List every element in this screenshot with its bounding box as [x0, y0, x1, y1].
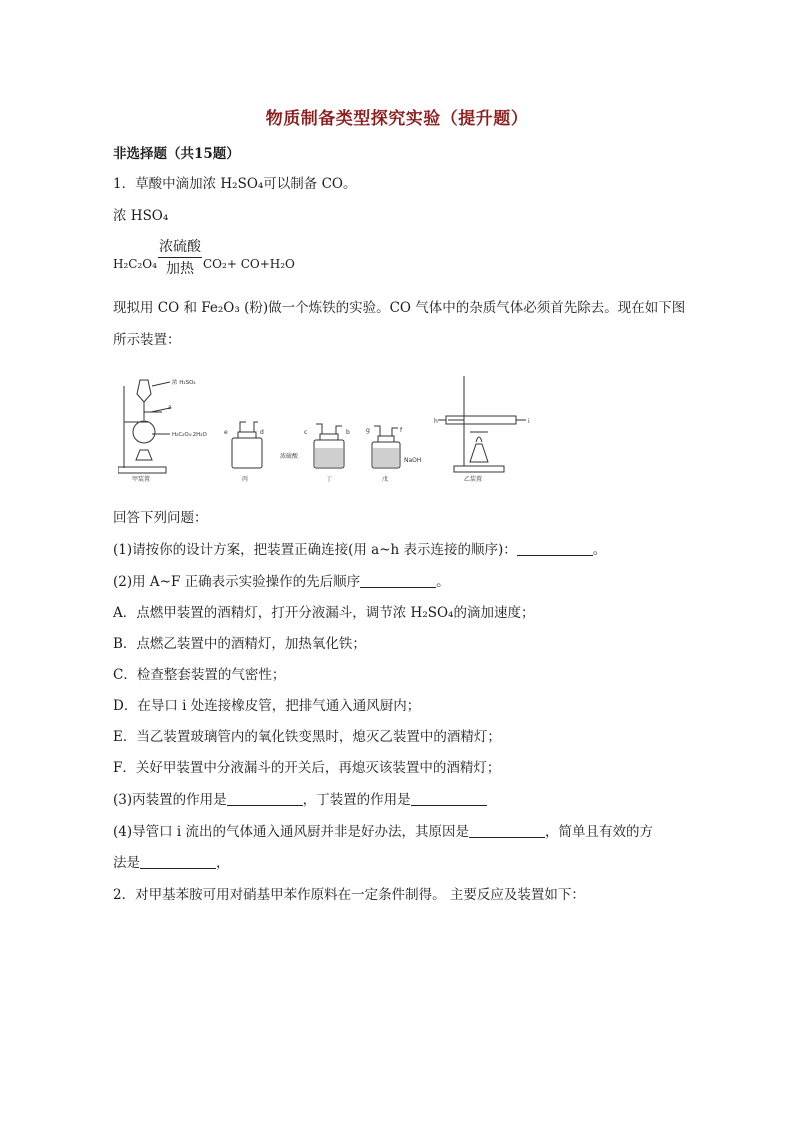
q1-intro: 1．草酸中滴加浓 H₂SO₄可以制备 CO。 — [113, 176, 357, 192]
q1-desc-1: 现拟用 CO 和 Fe₂O₃ (粉)做一个炼铁的实验。CO 气体中的杂质气体必须首先除去。现在如下图 — [113, 300, 686, 316]
q1-part-4-text-a: (4)导管口 i 流出的气体通入通风厨并非是好办法，其原因是 — [113, 824, 470, 840]
answer-prompt: 回答下列问题： — [113, 510, 208, 526]
yi-apparatus — [438, 376, 526, 472]
q1-desc-2: 所示装置： — [113, 332, 181, 348]
eq-under: 加热 — [166, 261, 194, 277]
q1-part-1-end: 。 — [592, 542, 607, 558]
apparatus-figure — [118, 372, 548, 484]
q1-part-4-text-c: 法是 — [113, 855, 140, 871]
q1-part-4-blank-2 — [140, 854, 216, 869]
q1-part-3-blank-2 — [411, 791, 487, 806]
q2-intro: 2．对甲基苯胺可用对硝基甲苯作原料在一定条件制得。 主要反应及装置如下： — [113, 887, 585, 903]
option-b: B．点燃乙装置中的酒精灯，加热氧化铁； — [113, 636, 366, 652]
jia-caption: 甲装置 — [132, 476, 151, 483]
ding-reagent: 浓硫酸 — [280, 453, 299, 460]
ding-b-label: b — [346, 429, 350, 436]
q1-part-3-text-a: (3)丙装置的作用是 — [113, 792, 227, 808]
wu-f-label: f — [400, 427, 403, 434]
q1-part-1 — [113, 540, 606, 560]
q1-part-4-blank-1 — [469, 823, 545, 838]
option-a: A．点燃甲装置的酒精灯，打开分液漏斗，调节浓 H₂SO₄的滴加速度； — [113, 605, 535, 621]
option-c: C．检查整套装置的气密性； — [113, 667, 286, 683]
q1-part-2-text: (2)用 A~F 正确表示实验操作的先后顺序 — [113, 574, 361, 590]
q1-part-4-text-b: ，简单且有效的方 — [545, 824, 654, 840]
q1-part-2 — [113, 572, 450, 592]
wu-reagent: NaOH — [404, 457, 422, 464]
q1-part-4-end: ， — [216, 855, 230, 871]
wu-liquid — [373, 448, 399, 467]
q1-part-3-text-b: ，丁装置的作用是 — [302, 792, 411, 808]
bing-caption: 丙 — [242, 476, 249, 483]
ding-liquid — [315, 448, 343, 467]
yi-i-label: i — [528, 418, 530, 425]
q1-conc-text: 浓 HSO₄ — [113, 208, 169, 224]
wu-g-label: g — [366, 427, 370, 434]
bing-e-label: e — [224, 429, 228, 436]
q1-part-1-text: (1)请按你的设计方案，把装置正确连接(用 a~h 表示连接的顺序)： — [113, 542, 517, 558]
eq-arrow-bar — [158, 257, 202, 258]
page-title: 物质制备类型探究实验（提升题） — [265, 109, 529, 129]
option-e: E．当乙装置玻璃管内的氧化铁变黑时，熄灭乙装置中的酒精灯； — [113, 729, 501, 745]
ding-caption: 丁 — [326, 476, 333, 483]
q1-part-2-blank — [360, 573, 436, 588]
q1-conc-label — [113, 206, 168, 226]
wu-caption: 戊 — [382, 476, 389, 483]
yi-caption: 乙装置 — [464, 476, 483, 483]
jia-conc-label: 浓 H₂SO₄ — [172, 380, 196, 386]
q1-part-3 — [113, 790, 487, 810]
jia-apparatus — [118, 380, 170, 473]
eq-over: 浓硫酸 — [159, 239, 201, 255]
ding-c-label: c — [304, 429, 308, 436]
yi-h-label: h — [434, 418, 438, 425]
q1-part-1-blank — [517, 541, 593, 556]
q1-part-2-end: 。 — [436, 574, 450, 590]
eq-left: H₂C₂O₄ — [113, 257, 157, 271]
q1-part-3-blank-1 — [227, 791, 303, 806]
q1-part-4-cont — [113, 853, 230, 873]
eq-condition — [158, 238, 202, 277]
option-f: F．关好甲装置中分液漏斗的开关后，再熄灭该装置中的酒精灯； — [113, 760, 501, 776]
section-heading: 非选择题（共15题） — [113, 146, 240, 162]
bing-bottle — [232, 422, 262, 468]
eq-right: CO₂+ CO+H₂O — [203, 257, 295, 271]
q1-part-4 — [113, 822, 653, 842]
jia-acid-label: H₂C₂O₄·2H₂O — [172, 432, 207, 438]
bing-d-label: d — [260, 429, 264, 436]
jia-port-a: a — [168, 404, 172, 411]
option-d: D．在导口 i 处连接橡皮管，把排气通入通风厨内； — [113, 698, 421, 714]
